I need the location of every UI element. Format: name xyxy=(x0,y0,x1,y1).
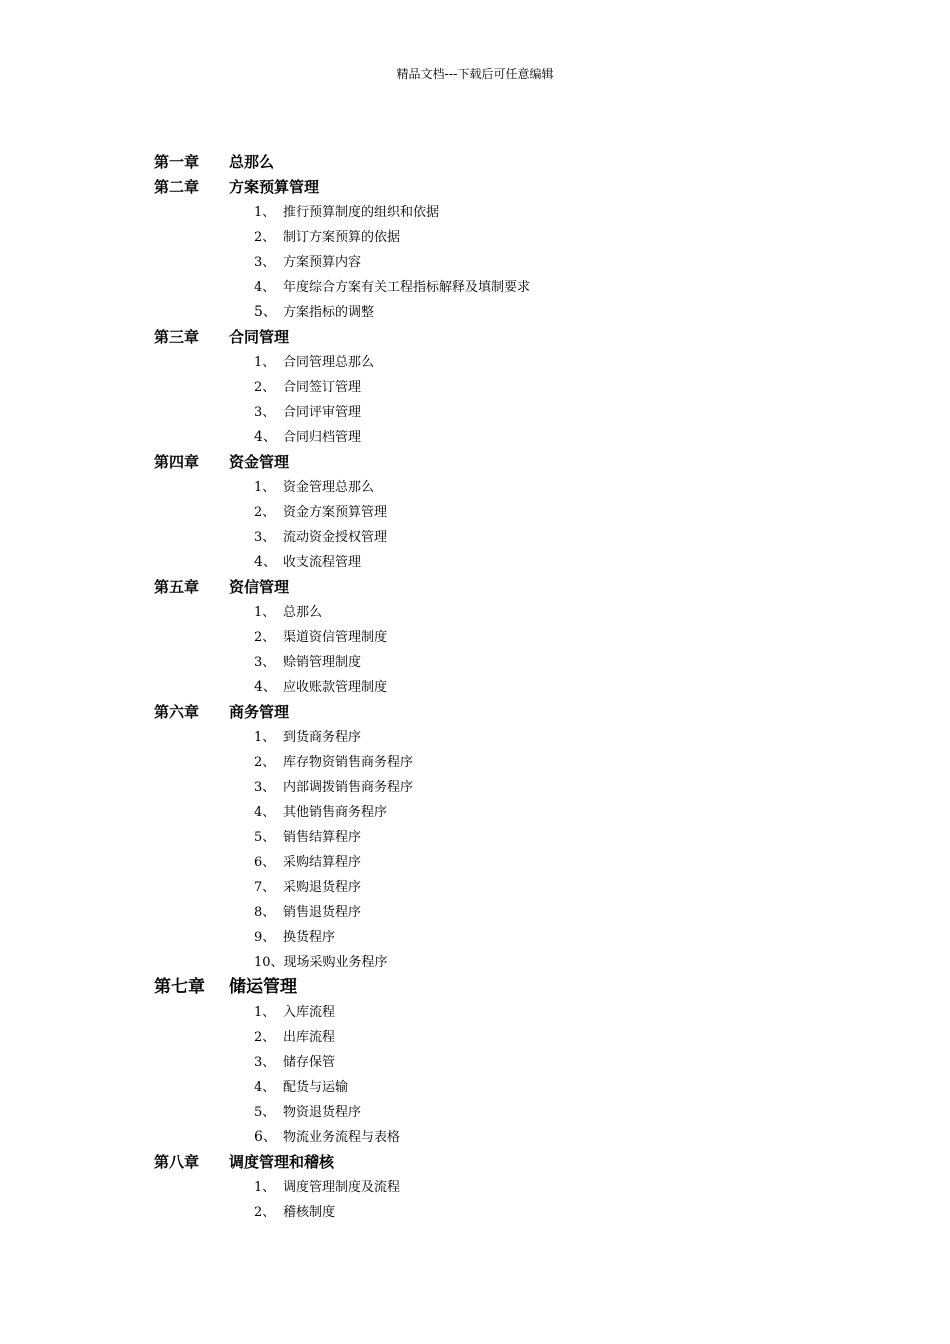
chapter-title: 资金管理 xyxy=(229,453,290,471)
toc-item xyxy=(154,475,854,500)
item-text: 配货与运输 xyxy=(283,1080,349,1095)
item-index: 2、 xyxy=(254,1205,276,1220)
item-text: 到货商务程序 xyxy=(283,730,362,745)
toc-item xyxy=(154,500,854,525)
item-text: 年度综合方案有关工程指标解释及填制要求 xyxy=(283,280,531,295)
item-text: 换货程序 xyxy=(283,930,336,945)
item-index: 3、 xyxy=(254,530,276,545)
toc-item xyxy=(154,750,854,775)
item-index: 2、 xyxy=(254,755,276,770)
chapter-title: 商务管理 xyxy=(229,703,290,721)
item-text: 推行预算制度的组织和依据 xyxy=(283,205,440,220)
item-text: 总那么 xyxy=(283,605,323,620)
item-text: 合同签订管理 xyxy=(283,380,362,395)
item-text: 流动资金授权管理 xyxy=(283,530,388,545)
toc-item xyxy=(154,250,854,275)
item-index: 2、 xyxy=(254,505,276,520)
toc-item xyxy=(154,275,854,300)
toc-item xyxy=(154,775,854,800)
item-index: 2、 xyxy=(254,1030,276,1045)
item-index: 10、 xyxy=(254,955,284,970)
chapter-title: 总那么 xyxy=(229,153,275,171)
toc-item xyxy=(154,900,854,925)
item-index: 5、 xyxy=(254,1105,276,1120)
item-index: 1、 xyxy=(254,1005,276,1020)
chapter-title: 储运管理 xyxy=(229,977,297,997)
toc-item xyxy=(154,350,854,375)
toc-item xyxy=(154,1200,854,1225)
toc-item xyxy=(154,300,854,325)
chapter-heading xyxy=(154,175,854,200)
item-index: 4、 xyxy=(254,554,277,570)
chapter-number: 第七章 xyxy=(154,977,205,997)
item-text: 库存物资销售商务程序 xyxy=(283,755,414,770)
toc-item xyxy=(154,1025,854,1050)
item-index: 3、 xyxy=(254,655,276,670)
toc-item xyxy=(154,225,854,250)
item-text: 调度管理制度及流程 xyxy=(283,1180,401,1195)
chapter-heading xyxy=(154,450,854,475)
toc-item xyxy=(154,1050,854,1075)
toc-item xyxy=(154,550,854,575)
toc-item xyxy=(154,650,854,675)
chapter-title: 合同管理 xyxy=(229,328,290,346)
item-index: 3、 xyxy=(254,1055,276,1070)
chapter-number: 第八章 xyxy=(154,1153,200,1171)
chapter-title: 资信管理 xyxy=(229,578,290,596)
item-text: 方案指标的调整 xyxy=(283,305,375,320)
item-index: 2、 xyxy=(254,630,276,645)
toc-item xyxy=(154,1100,854,1125)
item-index: 3、 xyxy=(254,780,276,795)
toc-item xyxy=(154,525,854,550)
toc-item xyxy=(154,800,854,825)
item-text: 销售退货程序 xyxy=(283,905,362,920)
toc-item xyxy=(154,850,854,875)
chapter-number: 第五章 xyxy=(154,578,200,596)
chapter-heading xyxy=(154,575,854,600)
toc-item xyxy=(154,1075,854,1100)
item-text: 物流业务流程与表格 xyxy=(283,1130,401,1145)
item-text: 出库流程 xyxy=(283,1030,336,1045)
toc-item xyxy=(154,600,854,625)
toc-item xyxy=(154,1175,854,1200)
item-text: 渠道资信管理制度 xyxy=(283,630,388,645)
item-text: 收支流程管理 xyxy=(283,555,362,570)
item-index: 4、 xyxy=(254,805,276,820)
item-text: 采购结算程序 xyxy=(283,855,362,870)
item-text: 其他销售商务程序 xyxy=(283,805,388,820)
item-text: 储存保管 xyxy=(283,1055,336,1070)
chapter-heading xyxy=(154,700,854,725)
item-text: 合同管理总那么 xyxy=(283,355,375,370)
chapter-number: 第二章 xyxy=(154,178,200,196)
toc-item xyxy=(154,400,854,425)
toc-item xyxy=(154,1000,854,1025)
item-index: 7、 xyxy=(254,880,276,895)
chapter-number: 第六章 xyxy=(154,703,200,721)
item-index: 6、 xyxy=(254,855,276,870)
chapter-heading xyxy=(154,1150,854,1175)
item-index: 8、 xyxy=(254,905,276,920)
item-index: 4、 xyxy=(254,429,277,445)
item-text: 资金方案预算管理 xyxy=(283,505,388,520)
item-text: 销售结算程序 xyxy=(283,830,362,845)
toc-item xyxy=(154,425,854,450)
toc-item xyxy=(154,950,854,975)
item-text: 物资退货程序 xyxy=(283,1105,362,1120)
item-text: 应收账款管理制度 xyxy=(283,680,388,695)
toc-item xyxy=(154,825,854,850)
chapter-heading xyxy=(154,150,854,175)
toc-item xyxy=(154,625,854,650)
chapter-number: 第三章 xyxy=(154,328,200,346)
item-text: 采购退货程序 xyxy=(283,880,362,895)
item-index: 1、 xyxy=(254,355,276,370)
item-text: 合同评审管理 xyxy=(283,405,362,420)
toc-item xyxy=(154,200,854,225)
item-index: 1、 xyxy=(254,480,276,495)
item-index: 3、 xyxy=(254,255,276,270)
chapter-number: 第一章 xyxy=(154,153,200,171)
item-index: 5、 xyxy=(254,304,277,320)
item-text: 方案预算内容 xyxy=(283,255,362,270)
toc-item xyxy=(154,925,854,950)
item-index: 4、 xyxy=(254,1080,276,1095)
toc-item xyxy=(154,1125,854,1150)
item-text: 资金管理总那么 xyxy=(283,480,375,495)
item-text: 合同归档管理 xyxy=(283,430,362,445)
item-text: 入库流程 xyxy=(283,1005,336,1020)
item-index: 3、 xyxy=(254,405,276,420)
item-index: 4、 xyxy=(254,679,277,695)
item-index: 5、 xyxy=(254,830,276,845)
chapter-heading xyxy=(154,975,854,1000)
item-index: 1、 xyxy=(254,1180,276,1195)
chapter-title: 方案预算管理 xyxy=(229,178,320,196)
table-of-contents xyxy=(154,150,854,1225)
chapter-number: 第四章 xyxy=(154,453,200,471)
item-index: 4、 xyxy=(254,280,276,295)
item-index: 1、 xyxy=(254,730,276,745)
item-text: 稽核制度 xyxy=(283,1205,336,1220)
item-index: 2、 xyxy=(254,380,276,395)
item-index: 1、 xyxy=(254,205,276,220)
toc-item xyxy=(154,875,854,900)
item-text: 制订方案预算的依据 xyxy=(283,230,401,245)
item-index: 6、 xyxy=(254,1129,277,1145)
chapter-title: 调度管理和稽核 xyxy=(229,1153,335,1171)
page-header: 精品文档---下载后可任意编辑 xyxy=(396,67,554,81)
item-text: 赊销管理制度 xyxy=(283,655,362,670)
item-text: 现场采购业务程序 xyxy=(283,955,388,970)
item-text: 内部调拨销售商务程序 xyxy=(283,780,414,795)
toc-item xyxy=(154,675,854,700)
item-index: 9、 xyxy=(254,930,276,945)
toc-item xyxy=(154,375,854,400)
item-index: 1、 xyxy=(254,605,276,620)
chapter-heading xyxy=(154,325,854,350)
toc-item xyxy=(154,725,854,750)
item-index: 2、 xyxy=(254,230,276,245)
